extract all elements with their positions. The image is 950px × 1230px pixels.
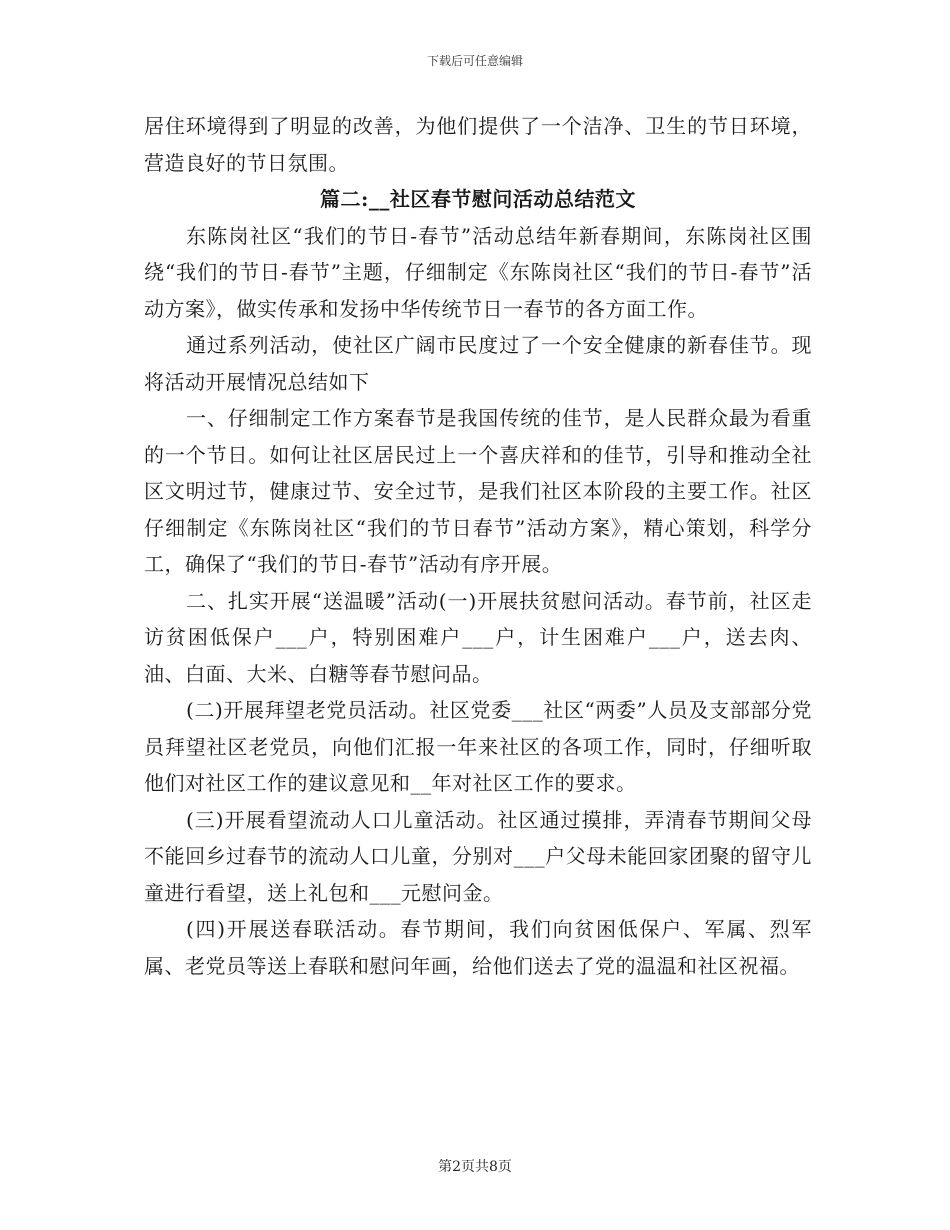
paragraph-item-2: (二)开展拜望老党员活动。社区党委___社区“两委”人员及支部部分党员拜望社区老党员，向他们汇报一年来社区的各项工作，同时，仔细听取他们对社区工作的建议意见和__年对社区工作的要求。: [144, 698, 812, 795]
page-header-note: 下载后可任意编辑: [426, 54, 523, 68]
document-body: [144, 108, 812, 984]
paragraph-item-4: (四)开展送春联活动。春节期间，我们向贫困低保户、军属、烈军属、老党员等送上春联和慰问年画，给他们送去了党的温温和社区祝福。: [144, 917, 812, 978]
paragraph-summary: 通过系列活动，使社区广阔市民度过了一个安全健康的新春佳节。现将活动开展情况总结如下: [144, 333, 812, 394]
paragraph-section-1: 一、仔细制定工作方案春节是我国传统的佳节，是人民群众最为看重的一个节日。如何让社区居民过上一个喜庆祥和的佳节，引导和推动全社区文明过节，健康过节、安全过节，是我们社区本阶段的主要工作。社区仔细制定《东陈岗社区“我们的节日春节”活动方案》，精心策划，科学分工，确保了“我们的节日-春节”活动有序开展。: [144, 406, 812, 576]
section-title: 篇二:__社区春节慰问活动总结范文: [320, 187, 636, 211]
page-number: 第2页共8页: [438, 1159, 512, 1175]
paragraph-section-2: 二、扎实开展“送温暖”活动(一)开展扶贫慰问活动。春节前，社区走访贫困低保户___户，特别困难户___户，计生困难户___户，送去肉、油、白面、大米、白糖等春节慰问品。: [144, 588, 812, 686]
paragraph-continuation: 居住环境得到了明显的改善，为他们提供了一个洁净、卫生的节日环境，营造良好的节日氛围。: [144, 114, 812, 175]
paragraph-intro: 东陈岗社区“我们的节日-春节”活动总结年新春期间，东陈岗社区围绕“我们的节日-春节”主题，仔细制定《东陈岗社区“我们的节日-春节”活动方案》，做实传承和发扬中华传统节日一春节的各方面工作。: [144, 223, 812, 321]
paragraph-item-3: (三)开展看望流动人口儿童活动。社区通过摸排，弄清春节期间父母不能回乡过春节的流动人口儿童，分别对___户父母未能回家团聚的留守儿童进行看望，送上礼包和___元慰问金。: [144, 807, 812, 905]
